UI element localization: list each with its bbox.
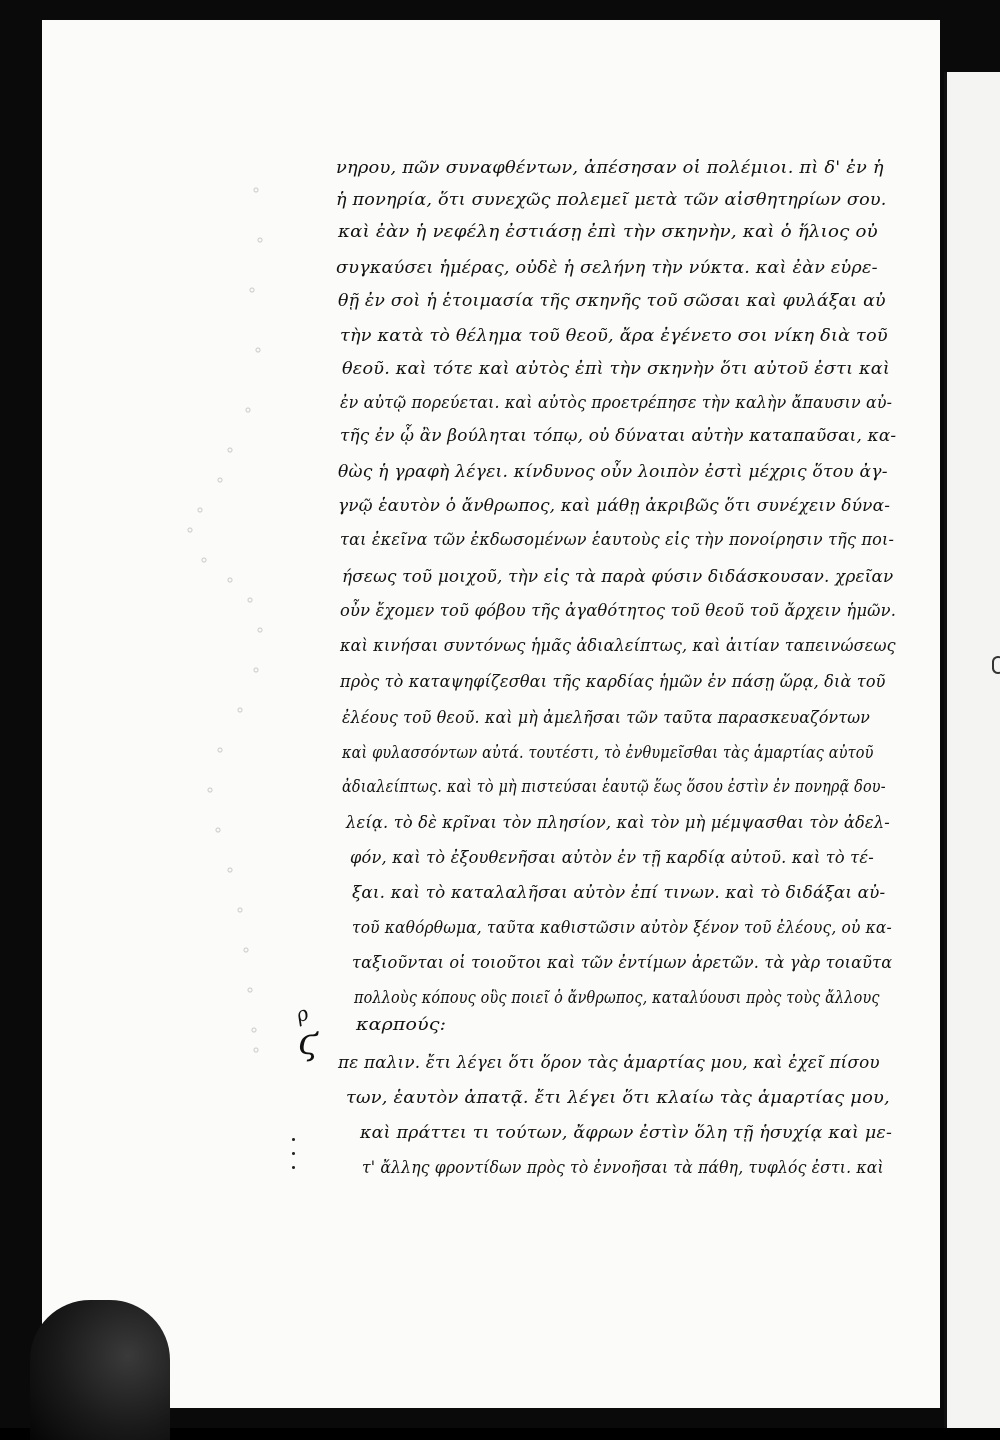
manuscript-line: τ' ἄλλης φροντίδων πρὸς τὸ ἐννοῆσαι τὰ πάθη, τυφλός ἐστι. καὶ xyxy=(362,1158,884,1178)
manuscript-line: νηρου, πῶν συναφθέντων, ἀπέσησαν οἱ πολέμιοι. πὶ δ' ἐν ἡ xyxy=(336,158,884,178)
manuscript-line: τῆς ἐν ᾧ ἂν βούληται τόπῳ, οὐ δύναται αὐτὴν καταπαῦσαι, κα- xyxy=(340,426,897,446)
margin-section-mark: ρ xyxy=(292,1000,312,1028)
manuscript-line: συγκαύσει ἡμέρας, οὐδὲ ἡ σελήνη τὴν νύκτα. καὶ ἐὰν εὑρε- xyxy=(336,258,878,278)
manuscript-line: πε παλιν. ἔτι λέγει ὅτι ὅρον τὰς ἁμαρτίας μου, καὶ ἐχεῖ πίσου xyxy=(338,1053,880,1073)
manuscript-line: ἀδιαλείπτως. καὶ τὸ μὴ πιστεύσαι ἑαυτῷ ἕως ὅσου ἐστὶν ἐν πονηρᾷ δου- xyxy=(342,777,886,797)
manuscript-line: τοῦ καθόρθωμα, ταῦτα καθιστῶσιν αὐτὸν ξένον τοῦ ἐλέους, οὐ κα- xyxy=(352,918,892,938)
manuscript-line: καὶ ἐὰν ἡ νεφέλη ἐστιάσῃ ἐπὶ τὴν σκηνὴν, καὶ ὁ ἥλιος οὐ xyxy=(338,222,878,242)
manuscript-line: θῇ ἐν σοὶ ἡ ἑτοιμασία τῆς σκηνῆς τοῦ σῶσαι καὶ φυλάξαι αὐ xyxy=(338,291,886,311)
manuscript-line: λείᾳ. τὸ δὲ κρῖναι τὸν πλησίον, καὶ τὸν μὴ μέμψασθαι τὸν ἀδελ- xyxy=(346,813,890,833)
manuscript-line: θεοῦ. καὶ τότε καὶ αὐτὸς ἐπὶ τὴν σκηνὴν ὅτι αὐτοῦ ἐστι καὶ xyxy=(342,359,891,379)
manuscript-line: ἐν αὐτῷ πορεύεται. καὶ αὐτὸς προετρέπησε τὴν καλὴν ἄπαυσιν αὐ- xyxy=(340,393,893,413)
margin-dots xyxy=(292,1138,298,1170)
manuscript-line: πρὸς τὸ καταψηφίζεσθαι τῆς καρδίας ἡμῶν ἐν πάσῃ ὥρᾳ, διὰ τοῦ xyxy=(340,672,886,692)
manuscript-line: ἡ πονηρία, ὅτι συνεχῶς πολεμεῖ μετὰ τῶν αἰσθητηρίων σου. xyxy=(336,190,887,210)
manuscript-line: θὼς ἡ γραφὴ λέγει. κίνδυνος οὖν λοιπὸν ἐστὶ μέχρις ὅτου ἀγ- xyxy=(338,462,888,482)
manuscript-line: γνῷ ἑαυτὸν ὁ ἄνθρωπος, καὶ μάθῃ ἀκριβῶς ὅτι συνέχειν δύνα- xyxy=(338,496,891,516)
manuscript-line: καὶ φυλασσόντων αὐτά. τουτέστι, τὸ ἐνθυμεῖσθαι τὰς ἁμαρτίας αὐτοῦ xyxy=(342,743,874,763)
margin-section-number: ϛ xyxy=(298,1022,319,1063)
manuscript-line: καὶ πράττει τι τούτων, ἄφρων ἐστὶν ὅλη τῇ ἡσυχίᾳ καὶ με- xyxy=(360,1123,893,1143)
manuscript-line: καὶ κινήσαι συντόνως ἡμᾶς ἀδιαλείπτως, καὶ ἀιτίαν ταπεινώσεως xyxy=(340,636,896,656)
bleed-through-dots xyxy=(160,150,280,1070)
thumb-shadow xyxy=(30,1300,170,1440)
manuscript-line: οὖν ἔχομεν τοῦ φόβου τῆς ἀγαθότητος τοῦ θεοῦ τοῦ ἄρχειν ἡμῶν. xyxy=(340,601,897,621)
facing-page-mark xyxy=(992,656,1000,674)
manuscript-line: τὴν κατὰ τὸ θέλημα τοῦ θεοῦ, ἄρα ἐγένετο σοι νίκη διὰ τοῦ xyxy=(340,326,888,346)
manuscript-line: ταξιοῦνται οἱ τοιοῦτοι καὶ τῶν ἐντίμων ἀρετῶν. τὰ γὰρ τοιαῦτα xyxy=(352,953,893,973)
manuscript-line: ἐλέους τοῦ θεοῦ. καὶ μὴ ἀμελῆσαι τῶν ταῦτα παρασκευαζόντων xyxy=(342,708,871,728)
facing-page-edge xyxy=(944,72,1000,1428)
manuscript-line: φόν, καὶ τὸ ἐξουθενῆσαι αὐτὸν ἐν τῇ καρδίᾳ αὐτοῦ. καὶ τὸ τέ- xyxy=(350,848,874,868)
manuscript-line: πολλοὺς κόπους οὓς ποιεῖ ὁ ἄνθρωπος, καταλύουσι πρὸς τοὺς ἄλλους xyxy=(354,988,880,1008)
manuscript-line: ξαι. καὶ τὸ καταλαλῆσαι αὐτὸν ἐπί τινων. καὶ τὸ διδάξαι αὐ- xyxy=(352,883,886,903)
manuscript-line: ήσεως τοῦ μοιχοῦ, τὴν εἰς τὰ παρὰ φύσιν διδάσκουσαν. χρεῖαν xyxy=(342,567,894,587)
manuscript-line: ται ἐκεῖνα τῶν ἐκδωσομένων ἑαυτοὺς εἰς τὴν πονοίρησιν τῆς ποι- xyxy=(340,530,895,550)
manuscript-line: των, ἑαυτὸν ἀπατᾷ. ἔτι λέγει ὅτι κλαίω τὰς ἁμαρτίας μου, xyxy=(346,1088,890,1108)
manuscript-line: καρπούς: xyxy=(356,1015,447,1035)
